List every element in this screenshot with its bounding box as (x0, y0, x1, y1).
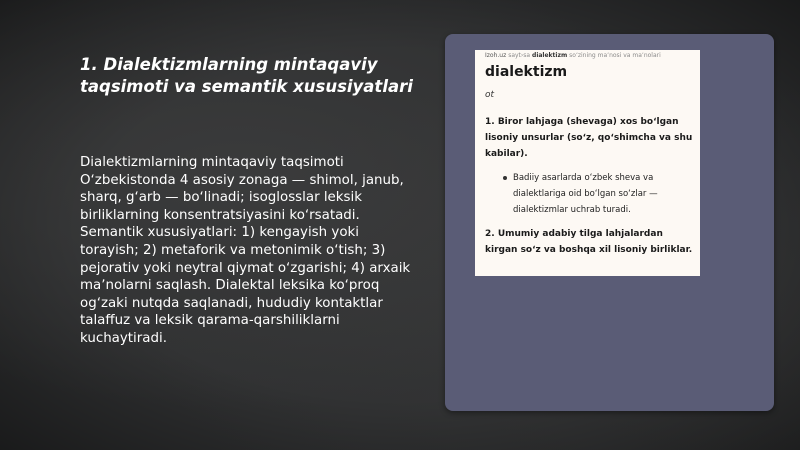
slide-title: 1. Dialektizmlarning mintaqaviy taqsimoti va semantik xususiyatlari (80, 55, 413, 96)
headword: dialektizm (485, 64, 568, 80)
part-of-speech: ot (485, 90, 495, 100)
breadcrumb-rest: soʻzining maʼnosi va maʼnolari (569, 52, 661, 59)
bullet-icon (503, 176, 507, 180)
slide-body-text: Dialektizmlarning mintaqaviy taqsimoti Oʻzbekistonda 4 asosiy zonaga — shimol, janub, sharq, gʻarb — boʻlinadi; isoglosslar leksik birliklarning konsentratsiyasini koʻrsatadi. Semantik xususiyatlari: 1) kengayish yoki torayish; 2) metaforik va metonimik oʻtish; 3) pejorativ yoki neytral qiymat oʻzgarishi; 4) arxaik maʼnolarni saqlash. Dialektal leksika koʻproq ogʻzaki nutqda saqlanadi, hududiy kontaktlar talaffuz va leksik qarama-qarshiliklarni kuchaytiradi. (80, 155, 411, 346)
example-1 (503, 170, 700, 218)
breadcrumb-site[interactable]: Izoh.uz (485, 52, 507, 59)
breadcrumb-mid: sayt›sa (508, 52, 531, 59)
definition-1: 1. Biror lahjaga (shevaga) xos boʻlgan lisoniy unsurlar (soʻz, qoʻshimcha va shu kabilar). (485, 117, 693, 159)
dictionary-screenshot (475, 50, 700, 276)
definition-2: 2. Umumiy adabiy tilga lahjalardan kirgan soʻz va boshqa xil lisoniy birliklar. (485, 229, 693, 255)
breadcrumb-current: dialektizm (532, 52, 568, 59)
breadcrumb (485, 52, 695, 59)
example-1-text: Badiiy asarlarda oʻzbek sheva va dialektlariga oid boʻlgan soʻzlar — dialektizmlar uchrab turadi. (513, 173, 658, 215)
